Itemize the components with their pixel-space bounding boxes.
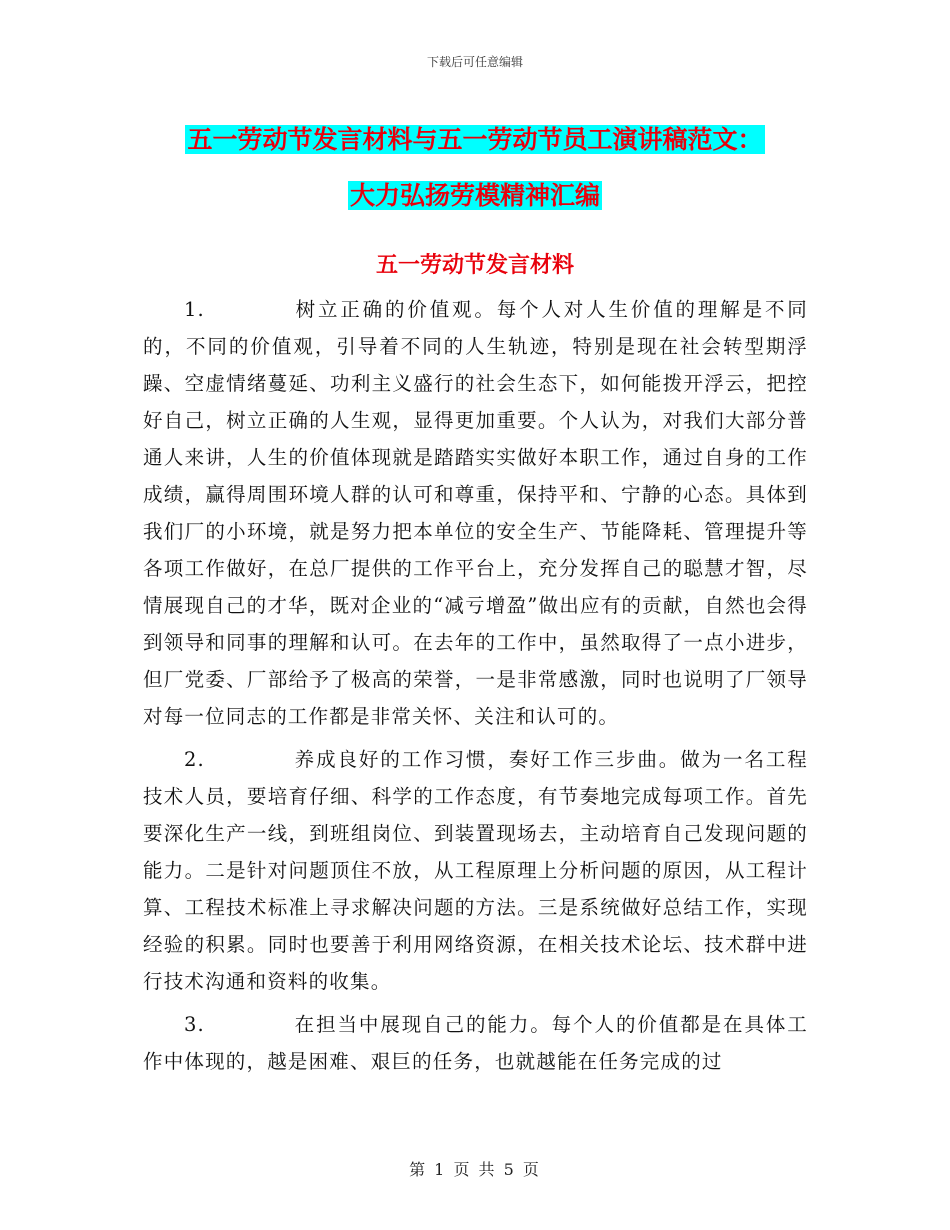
paragraph-3 bbox=[143, 1006, 808, 1080]
paragraph-text: 养成良好的工作习惯，奏好工作三步曲。做为一名工程技术人员，要培育仔细、科学的工作态度，有节奏地完成每项工作。首先要深化生产一线，到班组岗位、到装置现场去，主动培育自己发现问题的能力。二是针对问题顶住不放，从工程原理上分析问题的原因，从工程计算、工程技术标准上寻求解决问题的方法。三是系统做好总结工作，实现经验的积累。同时也要善于利用网络资源，在相关技术论坛、技术群中进行技术沟通和资料的收集。 bbox=[143, 748, 808, 993]
paragraph-number: 3. bbox=[183, 1013, 205, 1036]
title-line-1: 五一劳动节发言材料与五一劳动节员工演讲稿范文： bbox=[187, 125, 763, 154]
document-title bbox=[0, 112, 950, 224]
body-text bbox=[143, 291, 808, 1086]
paragraph-1 bbox=[143, 291, 808, 735]
title-line-2: 大力弘扬劳模精神汇编 bbox=[349, 181, 600, 210]
paragraph-number: 2. bbox=[183, 748, 205, 771]
header-note: 下载后可任意编辑 bbox=[426, 55, 523, 69]
paragraph-text: 树立正确的价值观。每个人对人生价值的理解是不同的，不同的价值观，引导着不同的人生轨迹，特别是现在社会转型期浮躁、空虚情绪蔓延、功利主义盛行的社会生态下，如何能拨开浮云，把控好自己，树立正确的人生观，显得更加重要。个人认为，对我们大部分普通人来讲，人生的价值体现就是踏踏实实做好本职工作，通过自身的工作成绩，赢得周围环境人群的认可和尊重，保持平和、宁静的心态。具体到我们厂的小环境，就是努力把本单位的安全生产、节能降耗、管理提升等各项工作做好，在总厂提供的工作平台上，充分发挥自己的聪慧才智，尽情展现自己的才华，既对企业的“减亏增盈”做出应有的贡献，自然也会得到领导和同事的理解和认可。在去年的工作中，虽然取得了一点小进步，但厂党委、厂部给予了极高的荣誉，一是非常感激，同时也说明了厂领导对每一位同志的工作都是非常关怀、关注和认可的。 bbox=[143, 298, 808, 728]
paragraph-text: 在担当中展现自己的能力。每个人的价值都是在具体工作中体现的，越是困难、艰巨的任务，也就越能在任务完成的过 bbox=[143, 1013, 808, 1073]
paragraph-2 bbox=[143, 741, 808, 1000]
section-heading: 五一劳动节发言材料 bbox=[375, 253, 574, 278]
page-footer: 第 1 页 共 5 页 bbox=[409, 1160, 541, 1179]
paragraph-number: 1. bbox=[183, 298, 205, 321]
